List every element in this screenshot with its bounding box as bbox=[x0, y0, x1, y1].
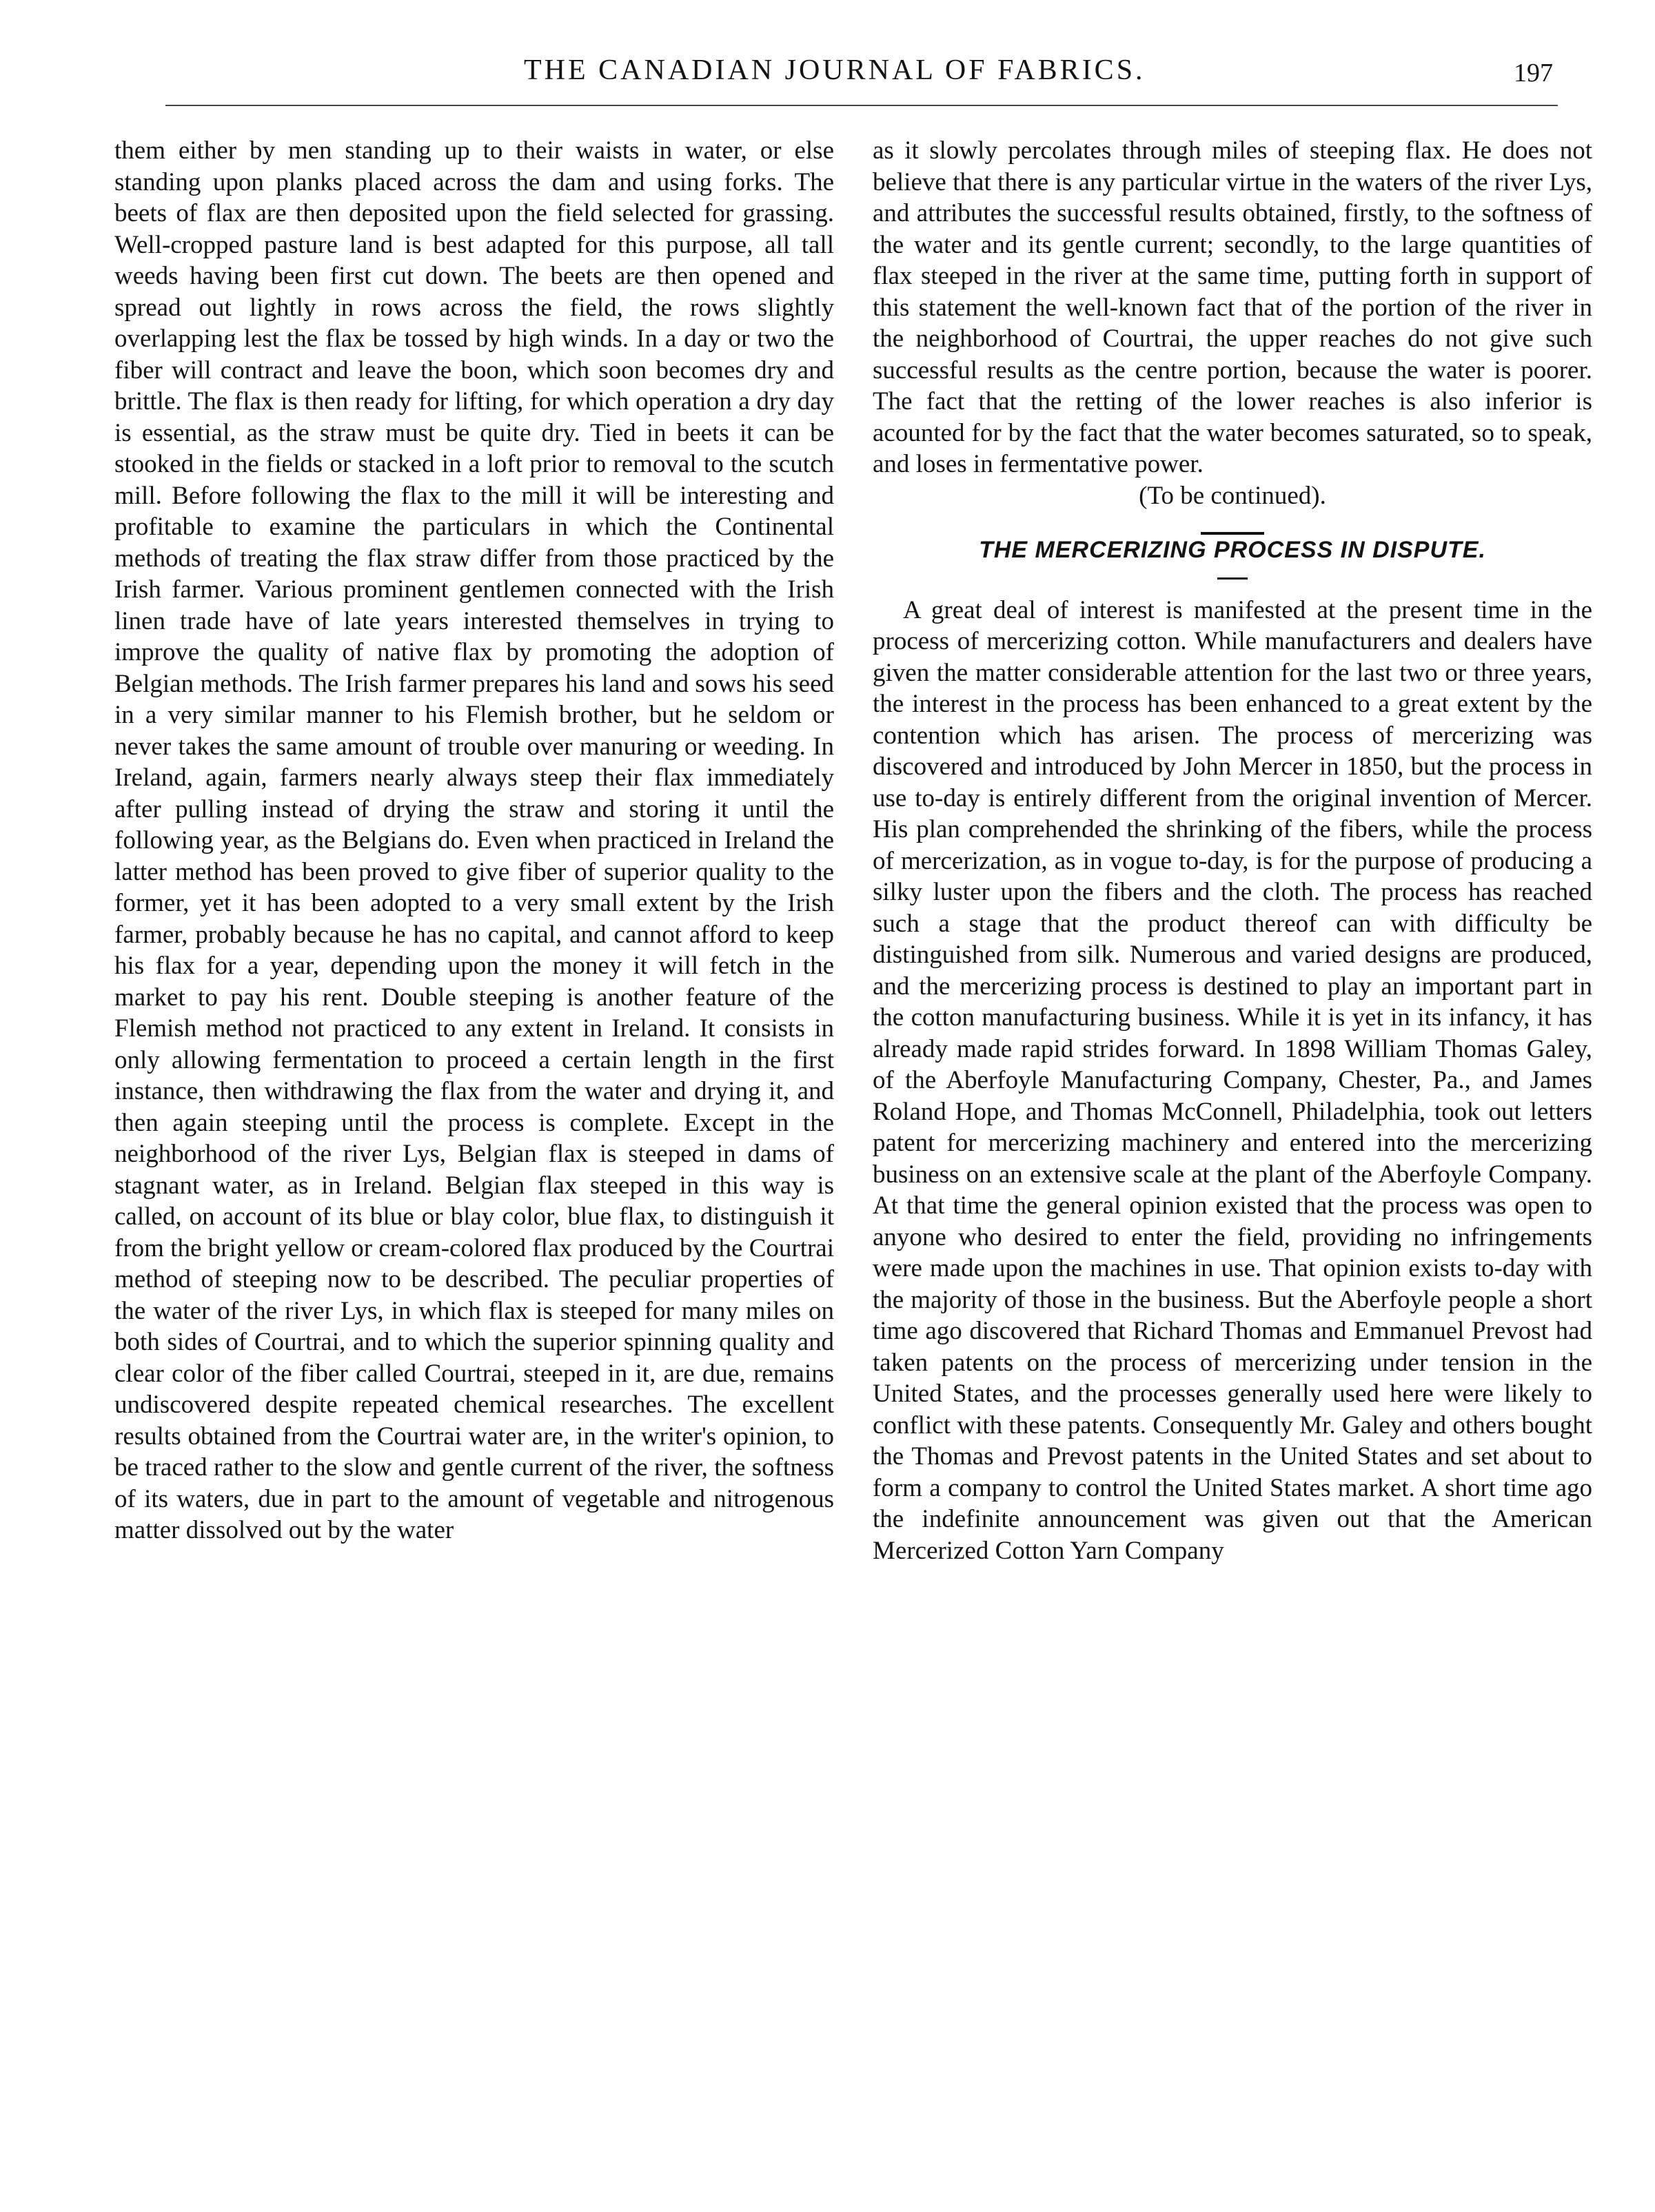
page-number: 197 bbox=[1514, 59, 1553, 88]
left-column-text: them either by men standing up to their waists in water, or else standing upon planks placed across the dam and using forks. The beets of flax are then deposited upon the field selected for grassing. Well-cropped pasture land is best adapted for this purpose, all tall weeds having been first cut down. The beets are then opened and spread out lightly in rows across the field, the rows slightly overlapping lest the flax be tossed by high winds. In a day or two the fiber will contract and leave the boon, which soon becomes dry and brittle. The flax is then ready for lifting, for which operation a dry day is essential, as the straw must be quite dry. Tied in beets it can be stooked in the fields or stacked in a loft prior to removal to the scutch mill. Before following the flax to the mill it will be interesting and profitable to examine the particulars in which the Continental methods of treating the flax straw differ from those practiced by the Irish farmer. Various prominent gentlemen connected with the Irish linen trade have of late years interested themselves in trying to improve the quality of native flax by promoting the adoption of Belgian methods. The Irish farmer prepares his land and sows his seed in a very similar manner to his Flemish brother, but he seldom or never takes the same amount of trouble over manuring or weeding. In Ireland, again, farmers nearly always steep their flax immediately after pulling instead of drying the straw and storing it until the following year, as the Belgians do. Even when practiced in Ireland the latter method has been proved to give fiber of superior quality to the former, yet it has been adopted to a very small extent by the Irish farmer, probably because he has no capital, and cannot afford to keep his flax for a year, depending upon the money it will fetch in the market to pay his rent. Double steeping is another feature of the Flemish method not practiced to any extent in Ireland. It consists in only allowing fermentation to proceed a certain length in the first instance, then withdrawing the flax from the water and drying it, and then again steeping until the process is complete. Except in the neighborhood of the river Lys, Belgian flax is steeped in dams of stagnant water, as in Ireland. Belgian flax steeped in this way is called, on account of its blue or blay color, blue flax, to distinguish it from the bright yellow or cream-colored flax produced by the Courtrai method of steeping now to be described. The peculiar properties of the water of the river Lys, in which flax is steeped for many miles on both sides of Courtrai, and to which the superior spinning quality and clear color of the fiber called Courtrai, steeped in it, are due, remains undiscovered despite repeated chemical researches. The excellent results obtained from the Courtrai water are, in the writer's opinion, to be traced rather to the slow and gentle current of the river, the softness of its waters, due in part to the amount of vegetable and nitrogenous matter dissolved out by the water bbox=[114, 136, 834, 1544]
left-column bbox=[114, 135, 834, 1546]
article-title: THE MERCERIZING PROCESS IN DISPUTE. bbox=[979, 537, 1486, 563]
page-header bbox=[0, 54, 1655, 102]
to-be-continued-note: (To be continued). bbox=[1139, 481, 1326, 510]
journal-title: THE CANADIAN JOURNAL OF FABRICS. bbox=[524, 54, 1146, 86]
article-body: A great deal of interest is manifested at the present time in the process of mercerizing cotton. While manufacturers and dealers have given the matter considerable attention for the last two or three years, the interest in the process has been enhanced to a great extent by the contention which has arisen. The process of mercerizing was discovered and introduced by John Mercer in 1850, but the process in use to-day is entirely different from the original invention of Mercer. His plan comprehended the shrinking of the fibers, while the process of mercerization, as in vogue to-day, is for the purpose of producing a silky luster upon the fibers and the cloth. The process has reached such a stage that the product thereof can with difficulty be distinguished from silk. Numerous and varied designs are produced, and the mercerizing process is destined to play an important part in the cotton manufacturing business. While it is yet in its infancy, it has already made rapid strides forward. In 1898 William Thomas Galey, of the Aberfoyle Manufacturing Company, Chester, Pa., and James Roland Hope, and Thomas McConnell, Philadelphia, took out letters patent for mercerizing machinery and entered into the mercerizing business on an extensive scale at the plant of the Aberfoyle Company. At that time the general opinion existed that the process was open to anyone who desired to enter the field, providing no infringements were made upon the machines in use. That opinion exists to-day with the majority of those in the business. But the Aberfoyle people a short time ago discovered that Richard Thomas and Emmanuel Prevost had taken patents on the process of mercerizing under tension in the United States, and the processes generally used here were likely to conflict with these patents. Consequently Mr. Galey and others bought the Thomas and Prevost patents in the United States and set about to form a company to control the United States market. A short time ago the indefinite announcement was given out that the American Mercerized Cotton Yarn Company bbox=[873, 595, 1592, 1565]
right-column bbox=[873, 135, 1592, 1566]
continuation-text: as it slowly percolates through miles of steeping flax. He does not believe that there is any particular virtue in the waters of the river Lys, and attributes the successful results obtained, firstly, to the softness of the water and its gentle current; secondly, to the large quantities of flax steeped in the river at the same time, putting forth in support of this statement the well-known fact that of the portion of the river in the neighborhood of Courtrai, the upper reaches do not give such successful results as the centre portion, because the water is poorer. The fact that the retting of the lower reaches is also inferior is acounted for by the fact that the water becomes saturated, so to speak, and loses in fermentative power. bbox=[873, 136, 1592, 478]
title-divider bbox=[1217, 577, 1248, 580]
header-rule bbox=[165, 105, 1558, 106]
